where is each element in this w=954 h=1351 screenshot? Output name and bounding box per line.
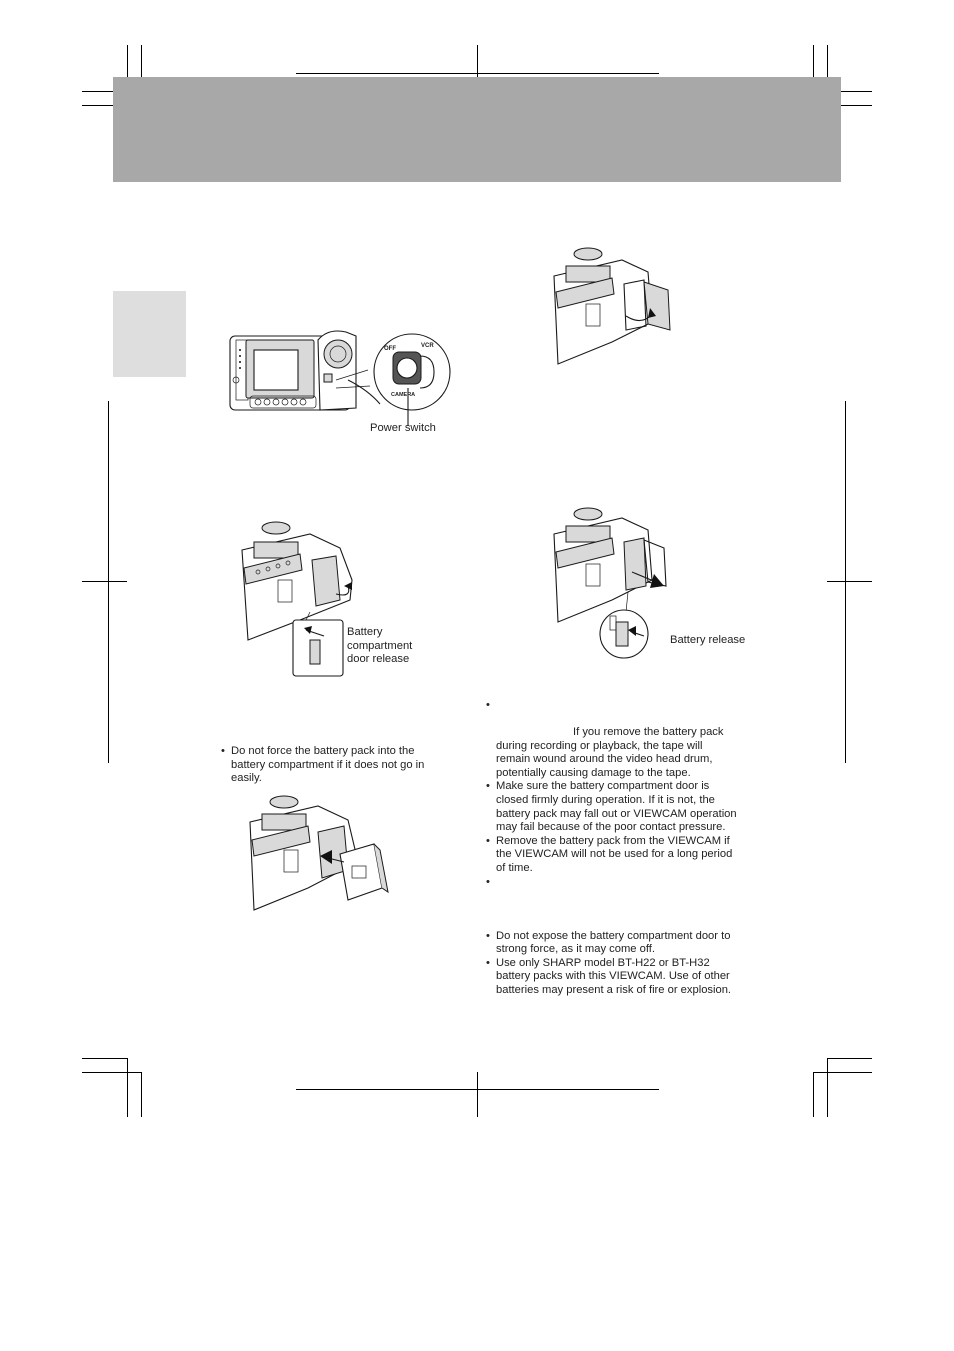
note-line: • Do not expose the battery compartment door to [496, 929, 731, 942]
right-note-item [486, 930, 766, 957]
right-note-item [486, 699, 766, 726]
note-line: remain wound around the video head drum, [496, 753, 713, 766]
camcorder-battery-insert-illustration [248, 792, 408, 922]
note-line: the VIEWCAM will not be used for a long period [496, 848, 733, 861]
switch-label-camera: CAMERA [391, 392, 416, 398]
note-line: • Make sure the battery compartment door is [496, 780, 710, 793]
door-release-inset [292, 618, 352, 688]
note-line: battery packs with this VIEWCAM. Use of other [496, 970, 730, 983]
note-line: • Do not force the battery pack into the [231, 745, 415, 757]
power-switch-caption: Power switch [370, 422, 436, 434]
right-note-item [486, 957, 766, 998]
right-notes [486, 699, 766, 998]
note-line: easily. [231, 772, 262, 785]
note-line: strong force, as it may come off. [496, 943, 655, 956]
right-note-item [486, 740, 766, 781]
header-band [113, 77, 841, 182]
right-note-item [486, 835, 766, 876]
left-notes [221, 745, 461, 786]
door-release-caption-line: door release [347, 653, 410, 666]
left-note-item [221, 745, 461, 786]
note-line: of time. [496, 861, 533, 874]
door-release-caption-line: compartment [347, 639, 413, 652]
note-line: may fail because of the poor contact pressure. [496, 821, 726, 834]
right-note-item [486, 780, 766, 834]
camcorder-battery-release-illustration [552, 500, 682, 660]
battery-release-caption: Battery release [670, 634, 746, 646]
door-release-caption [347, 626, 412, 667]
right-note-item [486, 726, 766, 740]
camcorder-open-door-illustration [552, 242, 682, 372]
note-line: batteries may present a risk of fire or explosion. [496, 983, 732, 996]
note-line: battery pack may fall out or VIEWCAM operation [496, 807, 737, 820]
right-note-item [486, 876, 766, 930]
note-line: closed firmly during operation. If it is not, the [496, 793, 715, 806]
switch-label-vcr: VCR [421, 343, 434, 349]
switch-label-off: OFF [384, 346, 396, 352]
note-line: during recording or playback, the tape will [496, 739, 703, 752]
note-line: • Remove the battery pack from the VIEWCAM if [496, 834, 730, 847]
note-line: If you remove the battery pack [573, 726, 724, 738]
door-release-caption-line: Battery [347, 626, 383, 638]
note-line: battery compartment if it does not go in [231, 758, 425, 771]
note-line: • Use only SHARP model BT-H22 or BT-H32 [496, 956, 710, 969]
note-line: potentially causing damage to the tape. [496, 766, 691, 779]
side-tab [113, 291, 186, 377]
